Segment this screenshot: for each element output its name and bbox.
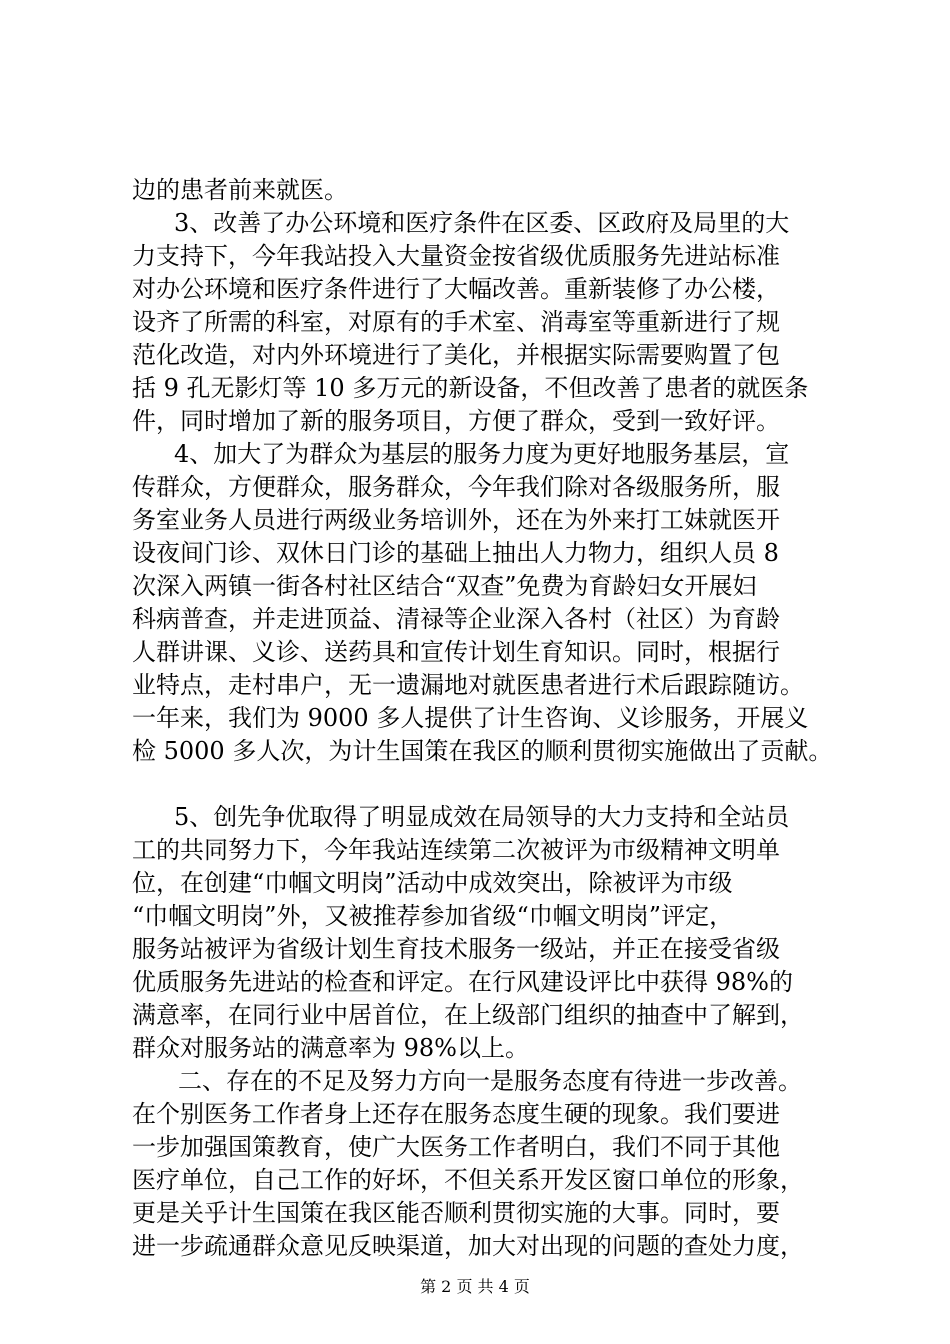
text-line: 优质服务先进站的检查和评定。在行风建设评比中获得 98%的 <box>132 968 793 996</box>
text-line: 二、存在的不足及努力方向一是服务态度有待进一步改善。 <box>178 1067 802 1095</box>
text-line: 件，同时增加了新的服务项目，方便了群众，受到一致好评。 <box>132 407 780 435</box>
text-line: 范化改造，对内外环境进行了美化，并根据实际需要购置了包 <box>132 341 780 369</box>
text-line: 位，在创建“巾帼文明岗”活动中成效突出，除被评为市级 <box>132 869 733 897</box>
text-line: 5、创先争优取得了明显成效在局领导的大力支持和全站员 <box>174 803 790 831</box>
text-line: 3、改善了办公环境和医疗条件在区委、区政府及局里的大 <box>174 209 790 237</box>
text-line: 传群众，方便群众，服务群众，今年我们除对各级服务所，服 <box>132 473 780 501</box>
text-line: 设夜间门诊、双休日门诊的基础上抽出人力物力，组织人员 8 <box>132 539 779 567</box>
text-line: 业特点，走村串户，无一遗漏地对就医患者进行术后跟踪随访。 <box>132 671 804 699</box>
text-line: 人群讲课、义诊、送药具和宣传计划生育知识。同时，根据行 <box>132 638 780 666</box>
text-line: 设齐了所需的科室，对原有的手术室、消毒室等重新进行了规 <box>132 308 780 336</box>
text-line: 边的患者前来就医。 <box>132 176 348 204</box>
text-line: 科病普查，并走进顶益、清禄等企业深入各村（社区）为育龄 <box>132 605 780 633</box>
text-line: 群众对服务站的满意率为 98%以上。 <box>132 1034 529 1062</box>
text-line: 检 5000 多人次，为计生国策在我区的顺利贯彻实施做出了贡献。 <box>132 737 833 765</box>
text-line: 一步加强国策教育，使广大医务工作者明白，我们不同于其他 <box>132 1133 780 1161</box>
text-line: 括 9 孔无影灯等 10 多万元的新设备，不但改善了患者的就医条 <box>132 374 809 402</box>
text-line: “巾帼文明岗”外，又被推荐参加省级“巾帼文明岗”评定， <box>132 902 734 930</box>
text-line: 服务站被评为省级计划生育技术服务一级站，并正在接受省级 <box>132 935 780 963</box>
text-line: 在个别医务工作者身上还存在服务态度生硬的现象。我们要进 <box>132 1100 780 1128</box>
text-line: 对办公环境和医疗条件进行了大幅改善。重新装修了办公楼， <box>132 275 780 303</box>
text-line: 进一步疏通群众意见反映渠道，加大对出现的问题的查处力度， <box>132 1232 804 1260</box>
text-line: 务室业务人员进行两级业务培训外，还在为外来打工妹就医开 <box>132 506 780 534</box>
text-line: 满意率，在同行业中居首位，在上级部门组织的抽查中了解到， <box>132 1001 804 1029</box>
text-line: 医疗单位，自己工作的好坏，不但关系开发区窗口单位的形象， <box>132 1166 804 1194</box>
text-line: 一年来，我们为 9000 多人提供了计生咨询、义诊服务，开展义 <box>132 704 809 732</box>
text-line: 更是关乎计生国策在我区能否顺利贯彻实施的大事。同时，要 <box>132 1199 780 1227</box>
text-line: 次深入两镇一街各村社区结合“双查”免费为育龄妇女开展妇 <box>132 572 757 600</box>
text-line: 力支持下，今年我站投入大量资金按省级优质服务先进站标准 <box>132 242 780 270</box>
text-line: 4、加大了为群众为基层的服务力度为更好地服务基层，宣 <box>174 440 790 468</box>
text-line: 工的共同努力下，今年我站连续第二次被评为市级精神文明单 <box>132 836 780 864</box>
page-footer: 第 2 页 共 4 页 <box>420 1277 530 1296</box>
